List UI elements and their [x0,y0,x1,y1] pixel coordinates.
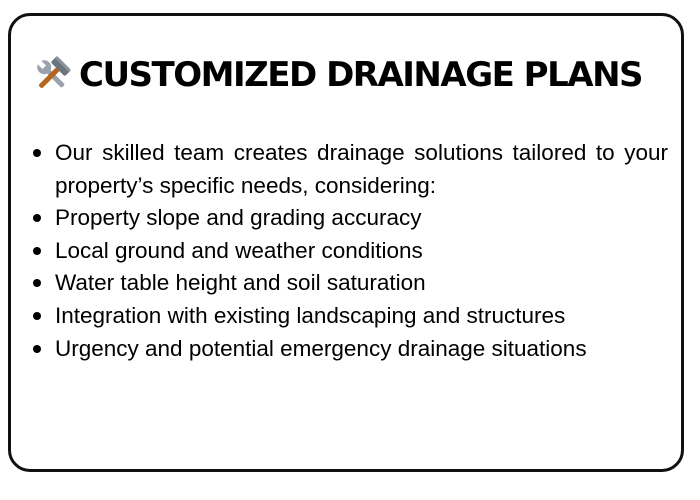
list-item [55,300,668,333]
list-item-text: Our skilled team creates drainage solutions tailored to your property’s specific needs, considering: [55,140,668,198]
list-item [55,202,668,235]
list-item-text: Property slope and grading accuracy [55,205,422,231]
list-item [55,137,668,202]
bullet-list [55,137,668,365]
list-item [55,267,668,300]
list-item [55,235,668,268]
list-item [55,333,668,366]
bullet-dot-icon [33,214,41,222]
list-item-text: Local ground and weather conditions [55,237,423,263]
list-item-text: Water table height and soil saturation [55,270,426,296]
bullet-dot-icon [33,345,41,353]
info-card [8,13,684,472]
bullet-dot-icon [33,312,41,320]
hammer-and-wrench-icon [33,56,71,94]
bullet-dot-icon [33,279,41,287]
list-item-text: Integration with existing landscaping and structures [55,302,566,328]
card-title [33,56,642,94]
card-title-text: CUSTOMIZED DRAINAGE PLANS [79,55,643,95]
bullet-dot-icon [33,149,41,157]
bullet-dot-icon [33,247,41,255]
list-item-text: Urgency and potential emergency drainage situations [55,335,587,361]
